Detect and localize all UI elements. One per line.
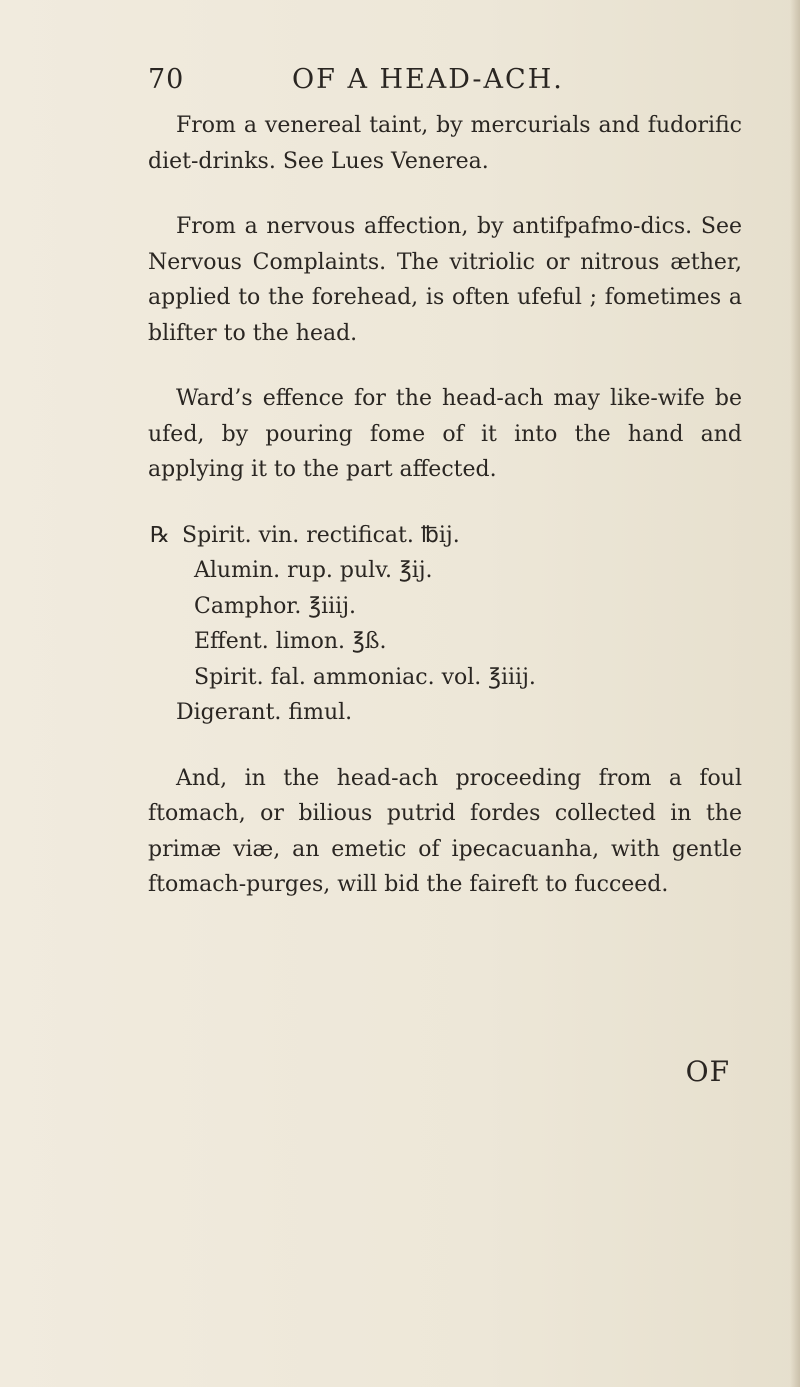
paragraph-wards-essence: Ward’s effence for the head-ach may like-wife be ufed, by pouring fome of it into the hand and applying it to the part affected. xyxy=(148,386,742,482)
recipe-symbol: ℞ xyxy=(150,522,170,548)
page-number: 70 xyxy=(148,64,185,95)
recipe xyxy=(148,518,742,731)
paragraph-nervous: From a nervous affection, by antifpafmo-dics. See Nervous Complaints. The vitriolic or nitrous æther, applied to the forehead, is often ufeful ; fometimes a blifter to the head. xyxy=(148,214,742,346)
paragraph-venereal: From a venereal taint, by mercurials and fudorific diet-drinks. See Lues Venerea. xyxy=(148,113,742,174)
body-text xyxy=(148,108,742,933)
recipe-ingredient: Camphor. ℥iiij. xyxy=(194,593,357,619)
page-edge-shadow xyxy=(790,0,800,1387)
recipe-ingredient: Spirit. fal. ammoniac. vol. ℥iiij. xyxy=(194,664,536,690)
recipe-ingredient: Effent. limon. ℥ß. xyxy=(194,629,387,654)
recipe-first-line xyxy=(148,518,742,554)
recipe-ingredient: Alumin. rup. pulv. ℥ij. xyxy=(194,558,433,583)
running-head: OF A HEAD-ACH. xyxy=(292,64,564,95)
page-header xyxy=(148,64,748,108)
catchword: OF xyxy=(685,1055,730,1088)
recipe-ingredient: Spirit. vin. rectificat. ℔ij. xyxy=(182,522,460,548)
recipe-directions: Digerant. fimul. xyxy=(176,700,353,725)
paragraph-foul-stomach: And, in the head-ach proceeding from a foul ftomach, or bilious putrid fordes collected in the primæ viæ, an emetic of ipecacuanha, with gentle ftomach-purges, will bid the faireft to fucceed. xyxy=(148,765,742,897)
